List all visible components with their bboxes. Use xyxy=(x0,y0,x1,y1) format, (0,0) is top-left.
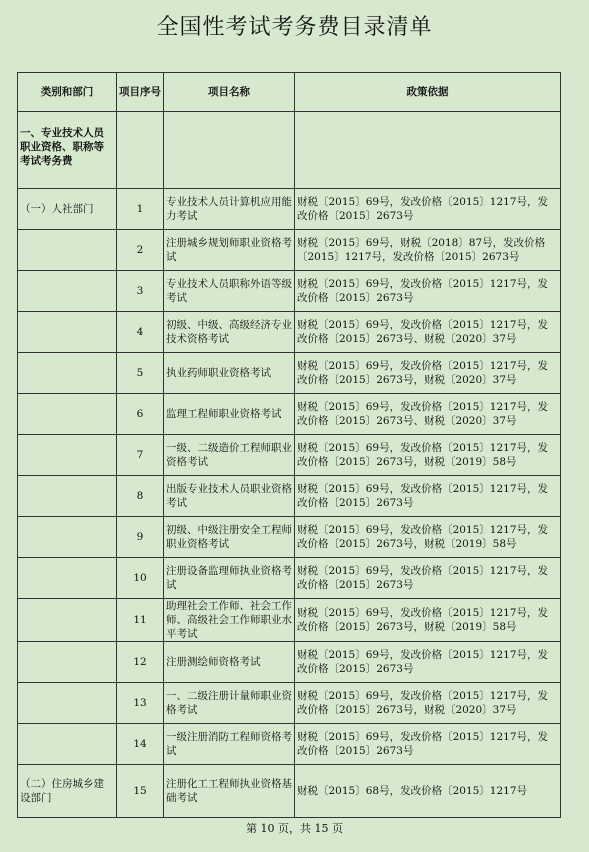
row-name: 注册测绘师资格考试 xyxy=(164,642,295,683)
table-row xyxy=(18,558,561,599)
table-row xyxy=(18,230,561,271)
header-category: 类别和部门 xyxy=(18,73,117,112)
row-index: 2 xyxy=(117,230,164,271)
row-index: 6 xyxy=(117,394,164,435)
row-category xyxy=(18,312,117,353)
row-category xyxy=(18,558,117,599)
table-row xyxy=(18,517,561,558)
table-cell xyxy=(164,112,295,189)
row-index: 4 xyxy=(117,312,164,353)
row-name: 初级、中级注册安全工程师职业资格考试 xyxy=(164,517,295,558)
row-category xyxy=(18,599,117,642)
row-index: 11 xyxy=(117,599,164,642)
header-index: 项目序号 xyxy=(117,73,164,112)
fee-table xyxy=(17,72,561,818)
row-index: 13 xyxy=(117,683,164,724)
row-category xyxy=(18,394,117,435)
row-basis: 财税〔2015〕69号，发改价格〔2015〕1217号，发改价格〔2015〕2673号 xyxy=(295,558,561,599)
page-title: 全国性考试考务费目录清单 xyxy=(156,15,433,40)
row-basis: 财税〔2015〕69号，发改价格〔2015〕1217号，发改价格〔2015〕2673号，财税〔2019〕58号 xyxy=(295,599,561,642)
table-row xyxy=(18,642,561,683)
row-category xyxy=(18,724,117,765)
row-basis: 财税〔2015〕68号，发改价格〔2015〕1217号 xyxy=(295,765,561,818)
table-row xyxy=(18,271,561,312)
row-index: 10 xyxy=(117,558,164,599)
row-name: 执业药师职业资格考试 xyxy=(164,353,295,394)
section-row xyxy=(18,112,561,189)
row-name: 专业技术人员计算机应用能力考试 xyxy=(164,189,295,230)
row-name: 一级、二级造价工程师职业资格考试 xyxy=(164,435,295,476)
row-basis: 财税〔2015〕69号，发改价格〔2015〕1217号，发改价格〔2015〕2673号，财税〔2019〕58号 xyxy=(295,517,561,558)
row-name: 注册设备监理师执业资格考试 xyxy=(164,558,295,599)
header-name: 项目名称 xyxy=(164,73,295,112)
row-category xyxy=(18,642,117,683)
table-row xyxy=(18,683,561,724)
row-name: 一、二级注册计量师职业资格考试 xyxy=(164,683,295,724)
table-row xyxy=(18,765,561,818)
header-basis: 政策依据 xyxy=(295,73,561,112)
row-category xyxy=(18,353,117,394)
row-index: 7 xyxy=(117,435,164,476)
table-row xyxy=(18,476,561,517)
row-index: 1 xyxy=(117,189,164,230)
row-name: 出版专业技术人员职业资格考试 xyxy=(164,476,295,517)
table-row xyxy=(18,353,561,394)
row-name: 初级、中级、高级经济专业技术资格考试 xyxy=(164,312,295,353)
section-title: 一、专业技术人员职业资格、职称等考试考务费 xyxy=(18,112,117,189)
row-category xyxy=(18,435,117,476)
row-name: 专业技术人员职称外语等级考试 xyxy=(164,271,295,312)
row-name: 监理工程师职业资格考试 xyxy=(164,394,295,435)
row-name: 助理社会工作师、社会工作师、高级社会工作师职业水平考试 xyxy=(164,599,295,642)
row-category: （二）住房城乡建设部门 xyxy=(18,765,117,818)
row-category xyxy=(18,271,117,312)
table-row xyxy=(18,394,561,435)
row-name: 注册化工工程师执业资格基础考试 xyxy=(164,765,295,818)
row-category: （一）人社部门 xyxy=(18,189,117,230)
row-index: 9 xyxy=(117,517,164,558)
table-cell xyxy=(117,112,164,189)
row-basis: 财税〔2015〕69号，发改价格〔2015〕1217号，发改价格〔2015〕2673号，财税〔2020〕37号 xyxy=(295,353,561,394)
table-row xyxy=(18,724,561,765)
row-name: 注册城乡规划师职业资格考试 xyxy=(164,230,295,271)
row-basis: 财税〔2015〕69号，发改价格〔2015〕1217号，发改价格〔2015〕2673号，财税〔2019〕58号 xyxy=(295,435,561,476)
row-index: 15 xyxy=(117,765,164,818)
row-category xyxy=(18,230,117,271)
table-row xyxy=(18,189,561,230)
row-basis: 财税〔2015〕69号，发改价格〔2015〕1217号，发改价格〔2015〕2673号 xyxy=(295,271,561,312)
table-row xyxy=(18,599,561,642)
row-basis: 财税〔2015〕69号，发改价格〔2015〕1217号，发改价格〔2015〕2673号 xyxy=(295,476,561,517)
table-row xyxy=(18,435,561,476)
row-category xyxy=(18,517,117,558)
page-footer: 第 10 页，共 15 页 xyxy=(246,822,343,835)
row-basis: 财税〔2015〕69号，发改价格〔2015〕1217号，发改价格〔2015〕2673号，财税〔2020〕37号 xyxy=(295,683,561,724)
row-basis: 财税〔2015〕69号，财税〔2018〕87号，发改价格〔2015〕1217号，发改价格〔2015〕2673号 xyxy=(295,230,561,271)
row-index: 14 xyxy=(117,724,164,765)
row-index: 5 xyxy=(117,353,164,394)
row-index: 3 xyxy=(117,271,164,312)
row-basis: 财税〔2015〕69号，发改价格〔2015〕1217号，发改价格〔2015〕2673号 xyxy=(295,724,561,765)
row-basis: 财税〔2015〕69号，发改价格〔2015〕1217号，发改价格〔2015〕2673号 xyxy=(295,642,561,683)
row-basis: 财税〔2015〕69号，发改价格〔2015〕1217号，发改价格〔2015〕2673号、财税〔2020〕37号 xyxy=(295,312,561,353)
row-basis: 财税〔2015〕69号，发改价格〔2015〕1217号，发改价格〔2015〕2673号、财税〔2020〕37号 xyxy=(295,394,561,435)
row-category xyxy=(18,476,117,517)
row-category xyxy=(18,683,117,724)
row-index: 8 xyxy=(117,476,164,517)
table-cell xyxy=(295,112,561,189)
row-name: 一级注册消防工程师资格考试 xyxy=(164,724,295,765)
row-index: 12 xyxy=(117,642,164,683)
table-row xyxy=(18,312,561,353)
row-basis: 财税〔2015〕69号，发改价格〔2015〕1217号，发改价格〔2015〕2673号 xyxy=(295,189,561,230)
table-header-row xyxy=(18,73,561,112)
